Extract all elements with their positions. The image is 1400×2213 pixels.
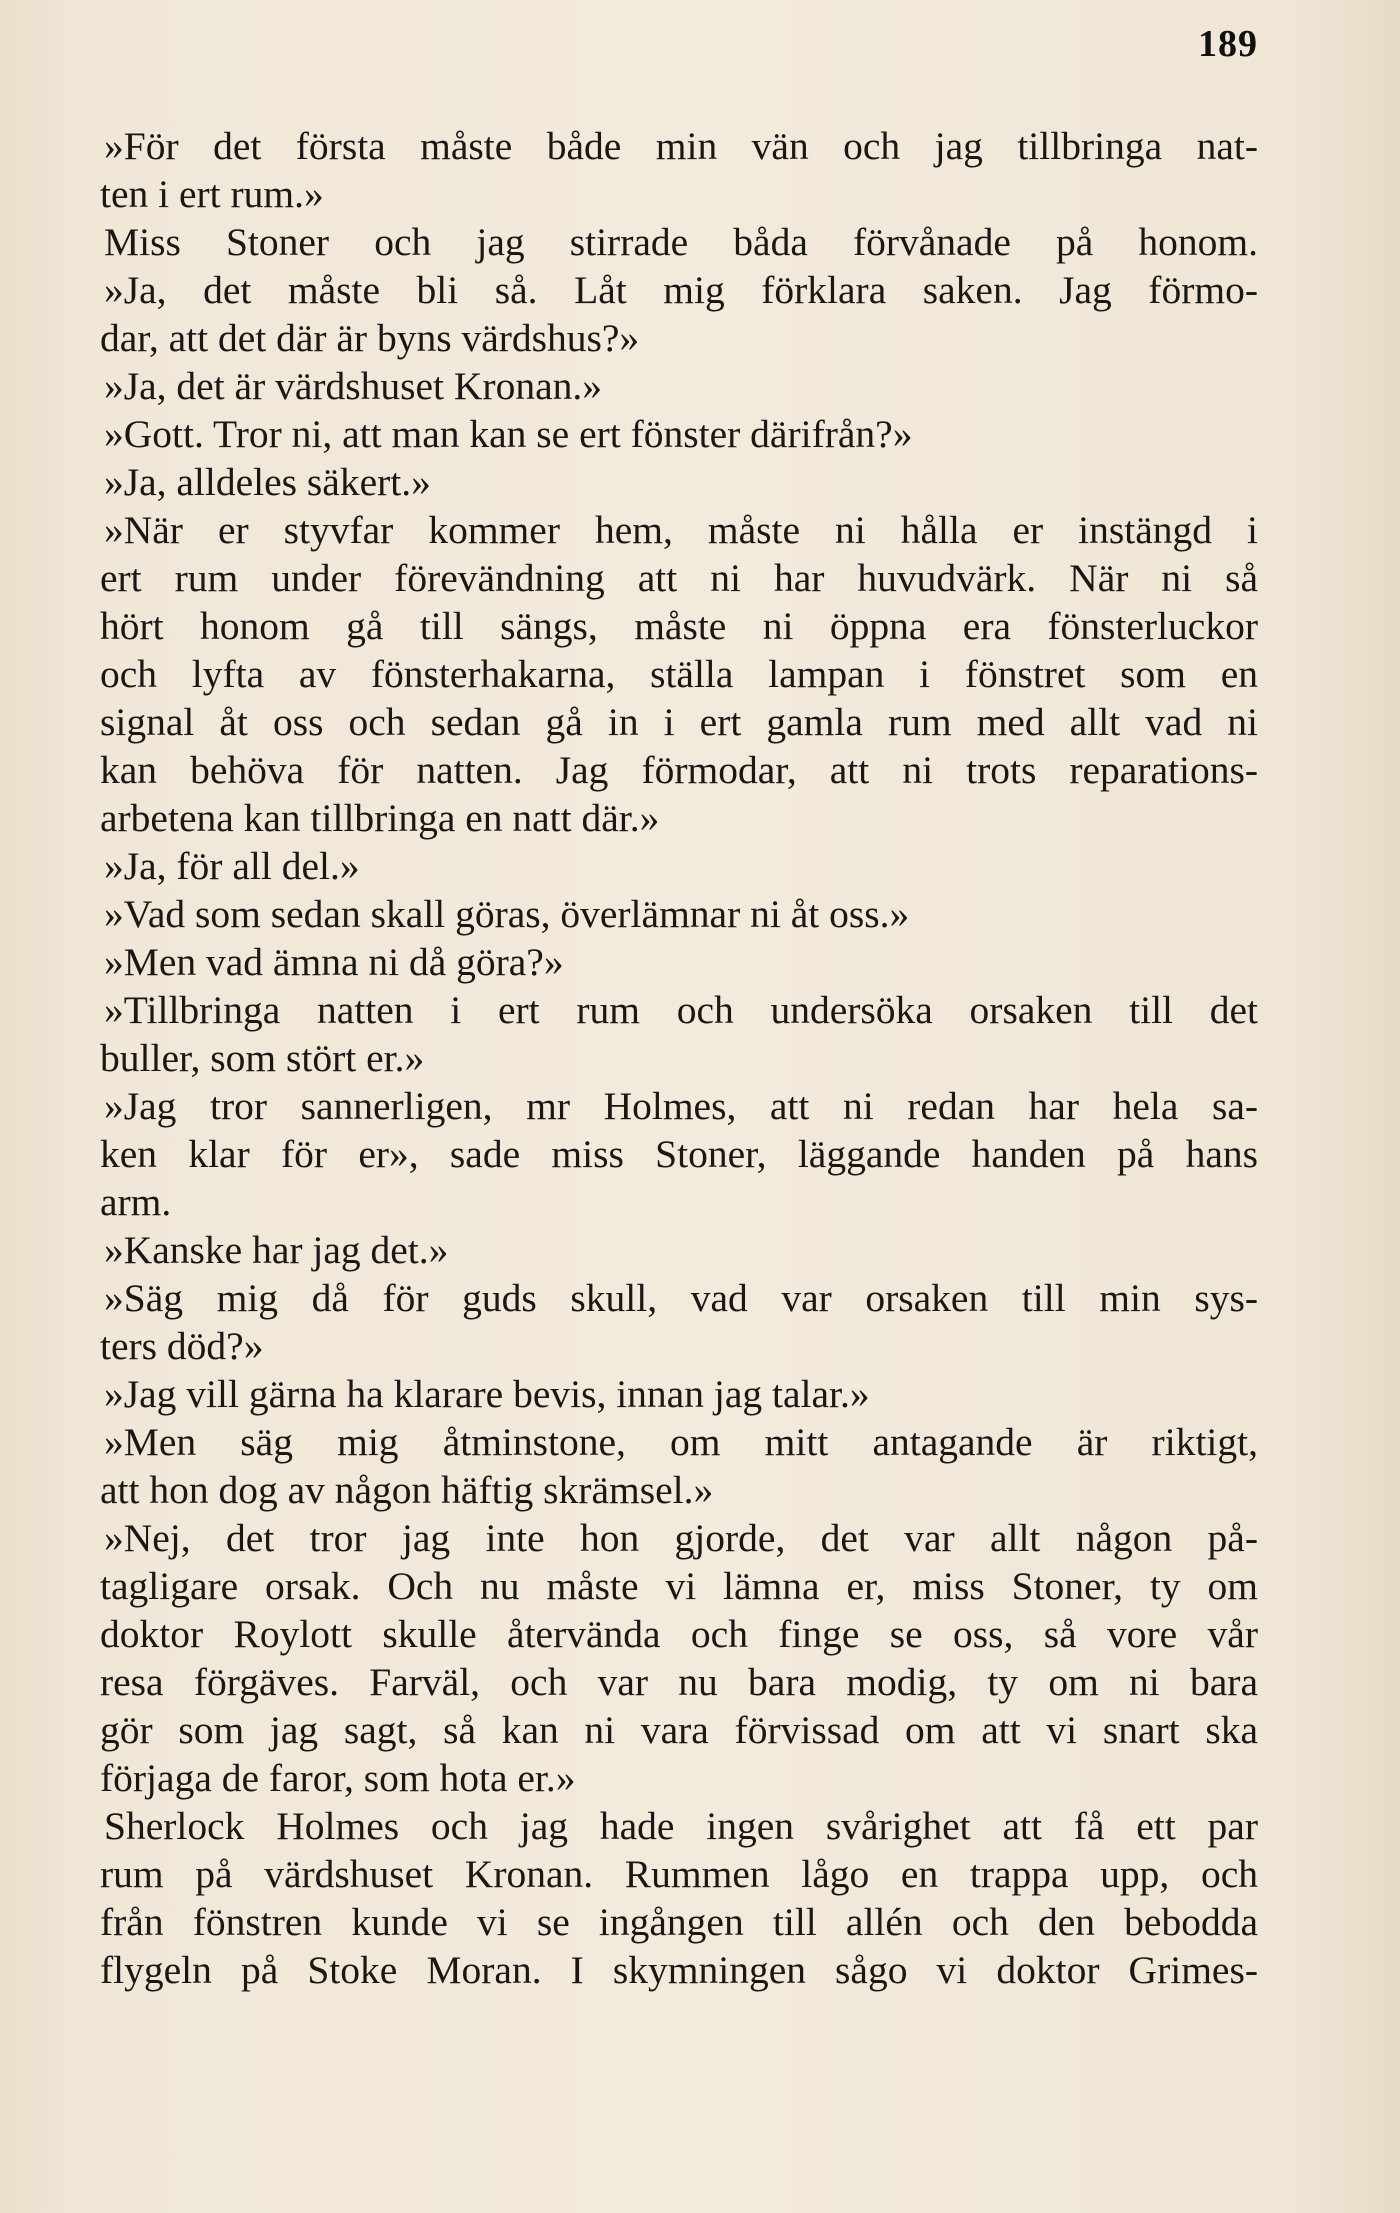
text-line: »Säg mig då för guds skull, vad var orsaken till min sys- [104, 1276, 1258, 1320]
text-line: ten i ert rum.» [100, 172, 324, 216]
text-line: doktor Roylott skulle återvända och finge se oss, så vore vår [100, 1612, 1258, 1656]
text-line: gör som jag sagt, så kan ni vara förvissad om att vi snart ska [100, 1708, 1258, 1752]
text-line: »Nej, det tror jag inte hon gjorde, det var allt någon på- [104, 1516, 1258, 1560]
text-line: »Gott. Tror ni, att man kan se ert fönster därifrån?» [104, 412, 913, 456]
text-line: »Ja, det är värdshuset Kronan.» [104, 364, 602, 408]
text-line: »Men säg mig åtminstone, om mitt antagande är riktigt, [104, 1420, 1258, 1464]
text-line: dar, att det där är byns värdshus?» [100, 316, 640, 360]
text-line: Sherlock Holmes och jag hade ingen svårighet att få ett par [104, 1804, 1258, 1848]
text-line: flygeln på Stoke Moran. I skymningen sågo vi doktor Grimes- [100, 1948, 1258, 1992]
text-line: »Men vad ämna ni då göra?» [104, 940, 564, 984]
text-line: arm. [100, 1180, 172, 1224]
text-line: »När er styvfar kommer hem, måste ni hålla er instängd i [104, 508, 1258, 552]
text-line: resa förgäves. Farväl, och var nu bara modig, ty om ni bara [100, 1660, 1258, 1704]
text-line: hört honom gå till sängs, måste ni öppna era fönsterluckor [100, 604, 1258, 648]
text-line: »Ja, för all del.» [104, 844, 360, 888]
text-line: Miss Stoner och jag stirrade båda förvånade på honom. [104, 220, 1258, 264]
text-line: tagligare orsak. Och nu måste vi lämna er, miss Stoner, ty om [100, 1564, 1258, 1608]
text-line: arbetena kan tillbringa en natt där.» [100, 796, 660, 840]
text-line: ert rum under förevändning att ni har huvudvärk. När ni så [100, 556, 1258, 600]
text-line: »För det första måste både min vän och jag tillbringa nat- [104, 124, 1258, 168]
text-line: »Ja, alldeles säkert.» [104, 460, 431, 504]
text-line: »Kanske har jag det.» [104, 1228, 449, 1272]
text-line: »Jag vill gärna ha klarare bevis, innan jag talar.» [104, 1372, 870, 1416]
body-text [100, 122, 1258, 1994]
text-line: »Jag tror sannerligen, mr Holmes, att ni redan har hela sa- [104, 1084, 1258, 1128]
text-line: ken klar för er», sade miss Stoner, läggande handen på hans [100, 1132, 1258, 1176]
text-line: buller, som stört er.» [100, 1036, 425, 1080]
text-line: »Tillbringa natten i ert rum och undersöka orsaken till det [104, 988, 1258, 1032]
text-line: rum på värdshuset Kronan. Rummen lågo en trappa upp, och [100, 1852, 1258, 1896]
page-number: 189 [1198, 23, 1258, 65]
text-line: signal åt oss och sedan gå in i ert gamla rum med allt vad ni [100, 700, 1258, 744]
text-line: förjaga de faror, som hota er.» [100, 1756, 576, 1800]
text-line: »Vad som sedan skall göras, överlämnar ni åt oss.» [104, 892, 910, 936]
text-line: kan behöva för natten. Jag förmodar, att ni trots reparations- [100, 748, 1258, 792]
text-line: från fönstren kunde vi se ingången till allén och den bebodda [100, 1900, 1258, 1944]
text-line: att hon dog av någon häftig skrämsel.» [100, 1468, 714, 1512]
text-line: ters död?» [100, 1324, 264, 1368]
text-line: och lyfta av fönsterhakarna, ställa lampan i fönstret som en [100, 652, 1258, 696]
text-line: »Ja, det måste bli så. Låt mig förklara saken. Jag förmo- [104, 268, 1258, 312]
